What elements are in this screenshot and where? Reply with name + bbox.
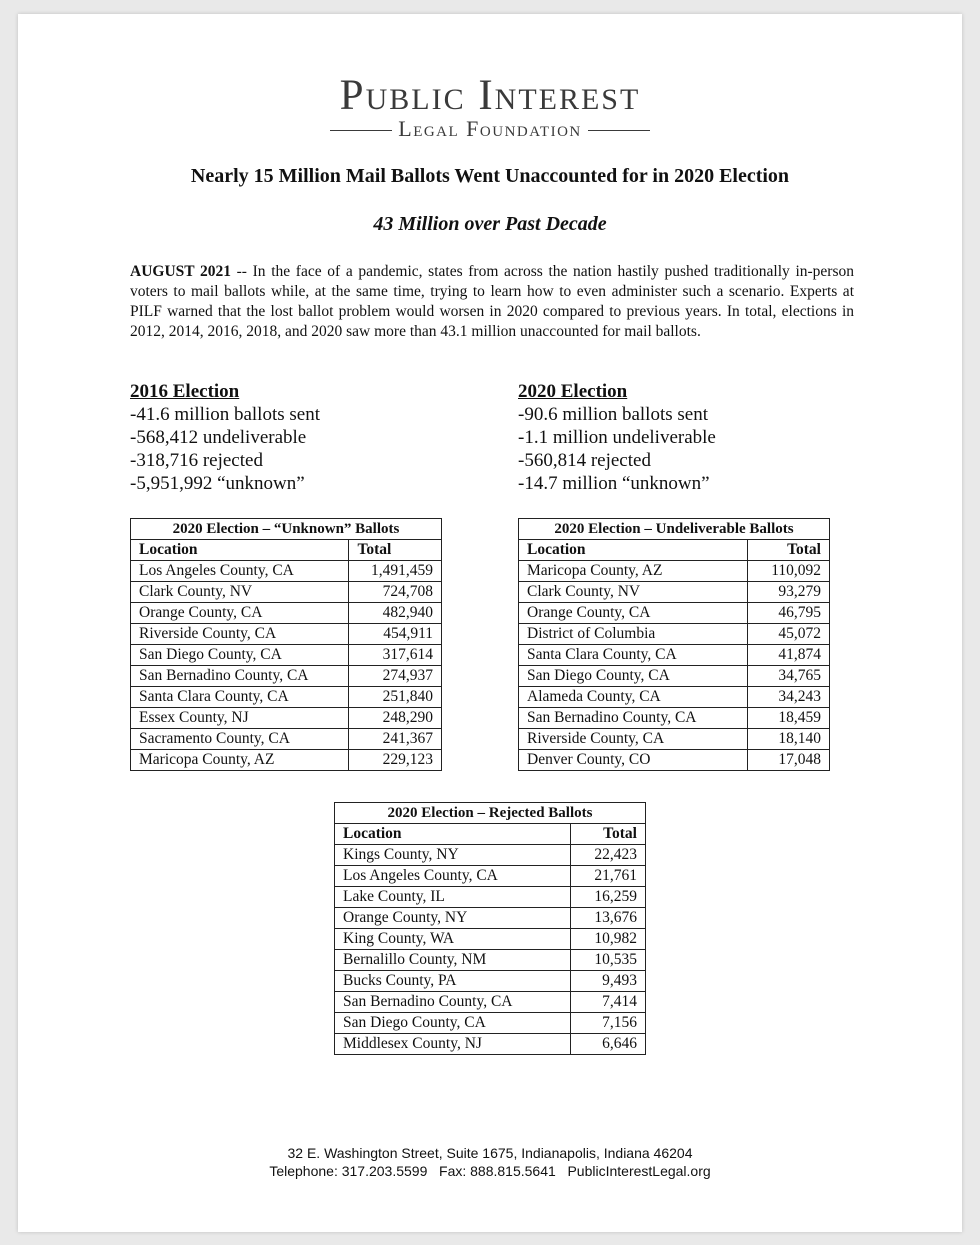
row-total: 9,493: [570, 971, 645, 992]
row-location: Lake County, IL: [335, 887, 571, 908]
row-total: 482,940: [349, 603, 442, 624]
undeliverable-ballots-table: [518, 518, 830, 771]
stats-2020: [518, 380, 716, 495]
row-total: 724,708: [349, 582, 442, 603]
row-location: King County, WA: [335, 929, 571, 950]
row-total: 110,092: [747, 561, 829, 582]
row-total: 10,535: [570, 950, 645, 971]
row-total: 274,937: [349, 666, 442, 687]
row-location: Los Angeles County, CA: [335, 866, 571, 887]
column-header-total: Total: [349, 540, 442, 561]
row-location: Los Angeles County, CA: [131, 561, 349, 582]
stats-2020-title: 2020 Election: [518, 381, 628, 402]
table-row: [131, 729, 442, 750]
rejected-ballots-table: [334, 802, 646, 1055]
row-location: Clark County, NV: [131, 582, 349, 603]
table-row: [335, 845, 646, 866]
row-location: Bucks County, PA: [335, 971, 571, 992]
logo-title: Public Interest: [339, 72, 641, 119]
stats-2016-line: -568,412 undeliverable: [130, 427, 307, 448]
row-location: Essex County, NJ: [131, 708, 349, 729]
row-total: 251,840: [349, 687, 442, 708]
table-row: [335, 929, 646, 950]
row-total: 229,123: [349, 750, 442, 771]
row-total: 454,911: [349, 624, 442, 645]
table-row: [335, 887, 646, 908]
row-location: Bernalillo County, NM: [335, 950, 571, 971]
table-row: [519, 687, 830, 708]
table-row: [131, 708, 442, 729]
table-row: [131, 750, 442, 771]
table-row: [131, 645, 442, 666]
row-total: 18,140: [747, 729, 829, 750]
stats-2020-line: -1.1 million undeliverable: [518, 427, 716, 448]
row-total: 34,765: [747, 666, 829, 687]
row-location: San Bernadino County, CA: [519, 708, 748, 729]
row-location: San Diego County, CA: [335, 1013, 571, 1034]
stats-2016-line: -318,716 rejected: [130, 450, 263, 471]
table-row: [335, 971, 646, 992]
stats-2020-line: -14.7 million “unknown”: [518, 473, 710, 494]
table-row: [519, 708, 830, 729]
row-location: Clark County, NV: [519, 582, 748, 603]
table-row: [519, 624, 830, 645]
row-location: San Bernadino County, CA: [335, 992, 571, 1013]
row-location: Kings County, NY: [335, 845, 571, 866]
row-total: 46,795: [747, 603, 829, 624]
row-total: 16,259: [570, 887, 645, 908]
table-row: [131, 687, 442, 708]
row-location: District of Columbia: [519, 624, 748, 645]
row-total: 34,243: [747, 687, 829, 708]
row-location: Alameda County, CA: [519, 687, 748, 708]
row-location: Riverside County, CA: [519, 729, 748, 750]
table-row: [335, 950, 646, 971]
stats-2020-line: -90.6 million ballots sent: [518, 404, 708, 425]
table-row: [131, 603, 442, 624]
table-caption: 2020 Election – Undeliverable Ballots: [519, 519, 830, 540]
row-location: San Diego County, CA: [519, 666, 748, 687]
row-total: 248,290: [349, 708, 442, 729]
unknown-ballots-table: [130, 518, 442, 771]
column-header-location: Location: [131, 540, 349, 561]
stats-2016-line: -41.6 million ballots sent: [130, 404, 320, 425]
footer: [18, 1144, 962, 1180]
subheadline: 43 Million over Past Decade: [373, 213, 607, 235]
table-caption: 2020 Election – Rejected Ballots: [335, 803, 646, 824]
table-row: [131, 561, 442, 582]
row-total: 17,048: [747, 750, 829, 771]
table-row: [335, 866, 646, 887]
column-header-total: Total: [747, 540, 829, 561]
logo-rule-left: [330, 130, 392, 131]
row-location: Orange County, CA: [131, 603, 349, 624]
logo-subtitle-text: Legal Foundation: [398, 116, 582, 141]
row-total: 13,676: [570, 908, 645, 929]
row-location: Maricopa County, AZ: [131, 750, 349, 771]
row-total: 317,614: [349, 645, 442, 666]
column-header-location: Location: [335, 824, 571, 845]
footer-address: 32 E. Washington Street, Suite 1675, Indianapolis, Indiana 46204: [287, 1145, 693, 1161]
stats-2020-line: -560,814 rejected: [518, 450, 651, 471]
footer-contact: Telephone: 317.203.5599 Fax: 888.815.5641 PublicInterestLegal.org: [269, 1163, 711, 1179]
row-total: 241,367: [349, 729, 442, 750]
logo-subtitle: [18, 118, 962, 140]
document-page: [18, 14, 962, 1232]
table-row: [131, 666, 442, 687]
row-location: Sacramento County, CA: [131, 729, 349, 750]
table-row: [335, 1013, 646, 1034]
row-total: 10,982: [570, 929, 645, 950]
row-location: Denver County, CO: [519, 750, 748, 771]
table-caption: 2020 Election – “Unknown” Ballots: [131, 519, 442, 540]
table-row: [131, 582, 442, 603]
table-row: [519, 561, 830, 582]
intro-paragraph: [130, 262, 854, 342]
logo-rule-right: [588, 130, 650, 131]
row-total: 1,491,459: [349, 561, 442, 582]
table-row: [519, 645, 830, 666]
table-row: [335, 992, 646, 1013]
row-location: Riverside County, CA: [131, 624, 349, 645]
row-total: 93,279: [747, 582, 829, 603]
row-location: Santa Clara County, CA: [519, 645, 748, 666]
intro-dateline: AUGUST 2021: [130, 263, 231, 280]
stats-2016-line: -5,951,992 “unknown”: [130, 473, 305, 494]
stats-2016-title: 2016 Election: [130, 381, 240, 402]
row-total: 18,459: [747, 708, 829, 729]
row-location: Santa Clara County, CA: [131, 687, 349, 708]
table-row: [519, 729, 830, 750]
stats-2016: [130, 380, 320, 495]
row-total: 6,646: [570, 1034, 645, 1055]
row-location: Middlesex County, NJ: [335, 1034, 571, 1055]
table-row: [519, 603, 830, 624]
row-location: San Diego County, CA: [131, 645, 349, 666]
table-row: [519, 750, 830, 771]
row-location: Maricopa County, AZ: [519, 561, 748, 582]
row-total: 7,414: [570, 992, 645, 1013]
table-row: [335, 908, 646, 929]
row-location: San Bernadino County, CA: [131, 666, 349, 687]
row-total: 7,156: [570, 1013, 645, 1034]
table-row: [131, 624, 442, 645]
headline: Nearly 15 Million Mail Ballots Went Unaccounted for in 2020 Election: [190, 165, 790, 187]
row-total: 45,072: [747, 624, 829, 645]
row-total: 41,874: [747, 645, 829, 666]
column-header-total: Total: [570, 824, 645, 845]
row-location: Orange County, NY: [335, 908, 571, 929]
row-total: 21,761: [570, 866, 645, 887]
table-row: [519, 666, 830, 687]
row-total: 22,423: [570, 845, 645, 866]
row-location: Orange County, CA: [519, 603, 748, 624]
table-row: [519, 582, 830, 603]
table-row: [335, 1034, 646, 1055]
column-header-location: Location: [519, 540, 748, 561]
intro-text: -- In the face of a pandemic, states from across the nation hastily pushed traditionally in-person voters to mail ballots while, at the same time, trying to learn how to even administer such a scenario. Experts at PILF warned that the lost ballot problem would worsen in 2020 compared to previous years. In total, elections in 2012, 2014, 2016, 2018, and 2020 saw more than 43.1 million unaccounted for mail ballots.: [130, 263, 854, 340]
